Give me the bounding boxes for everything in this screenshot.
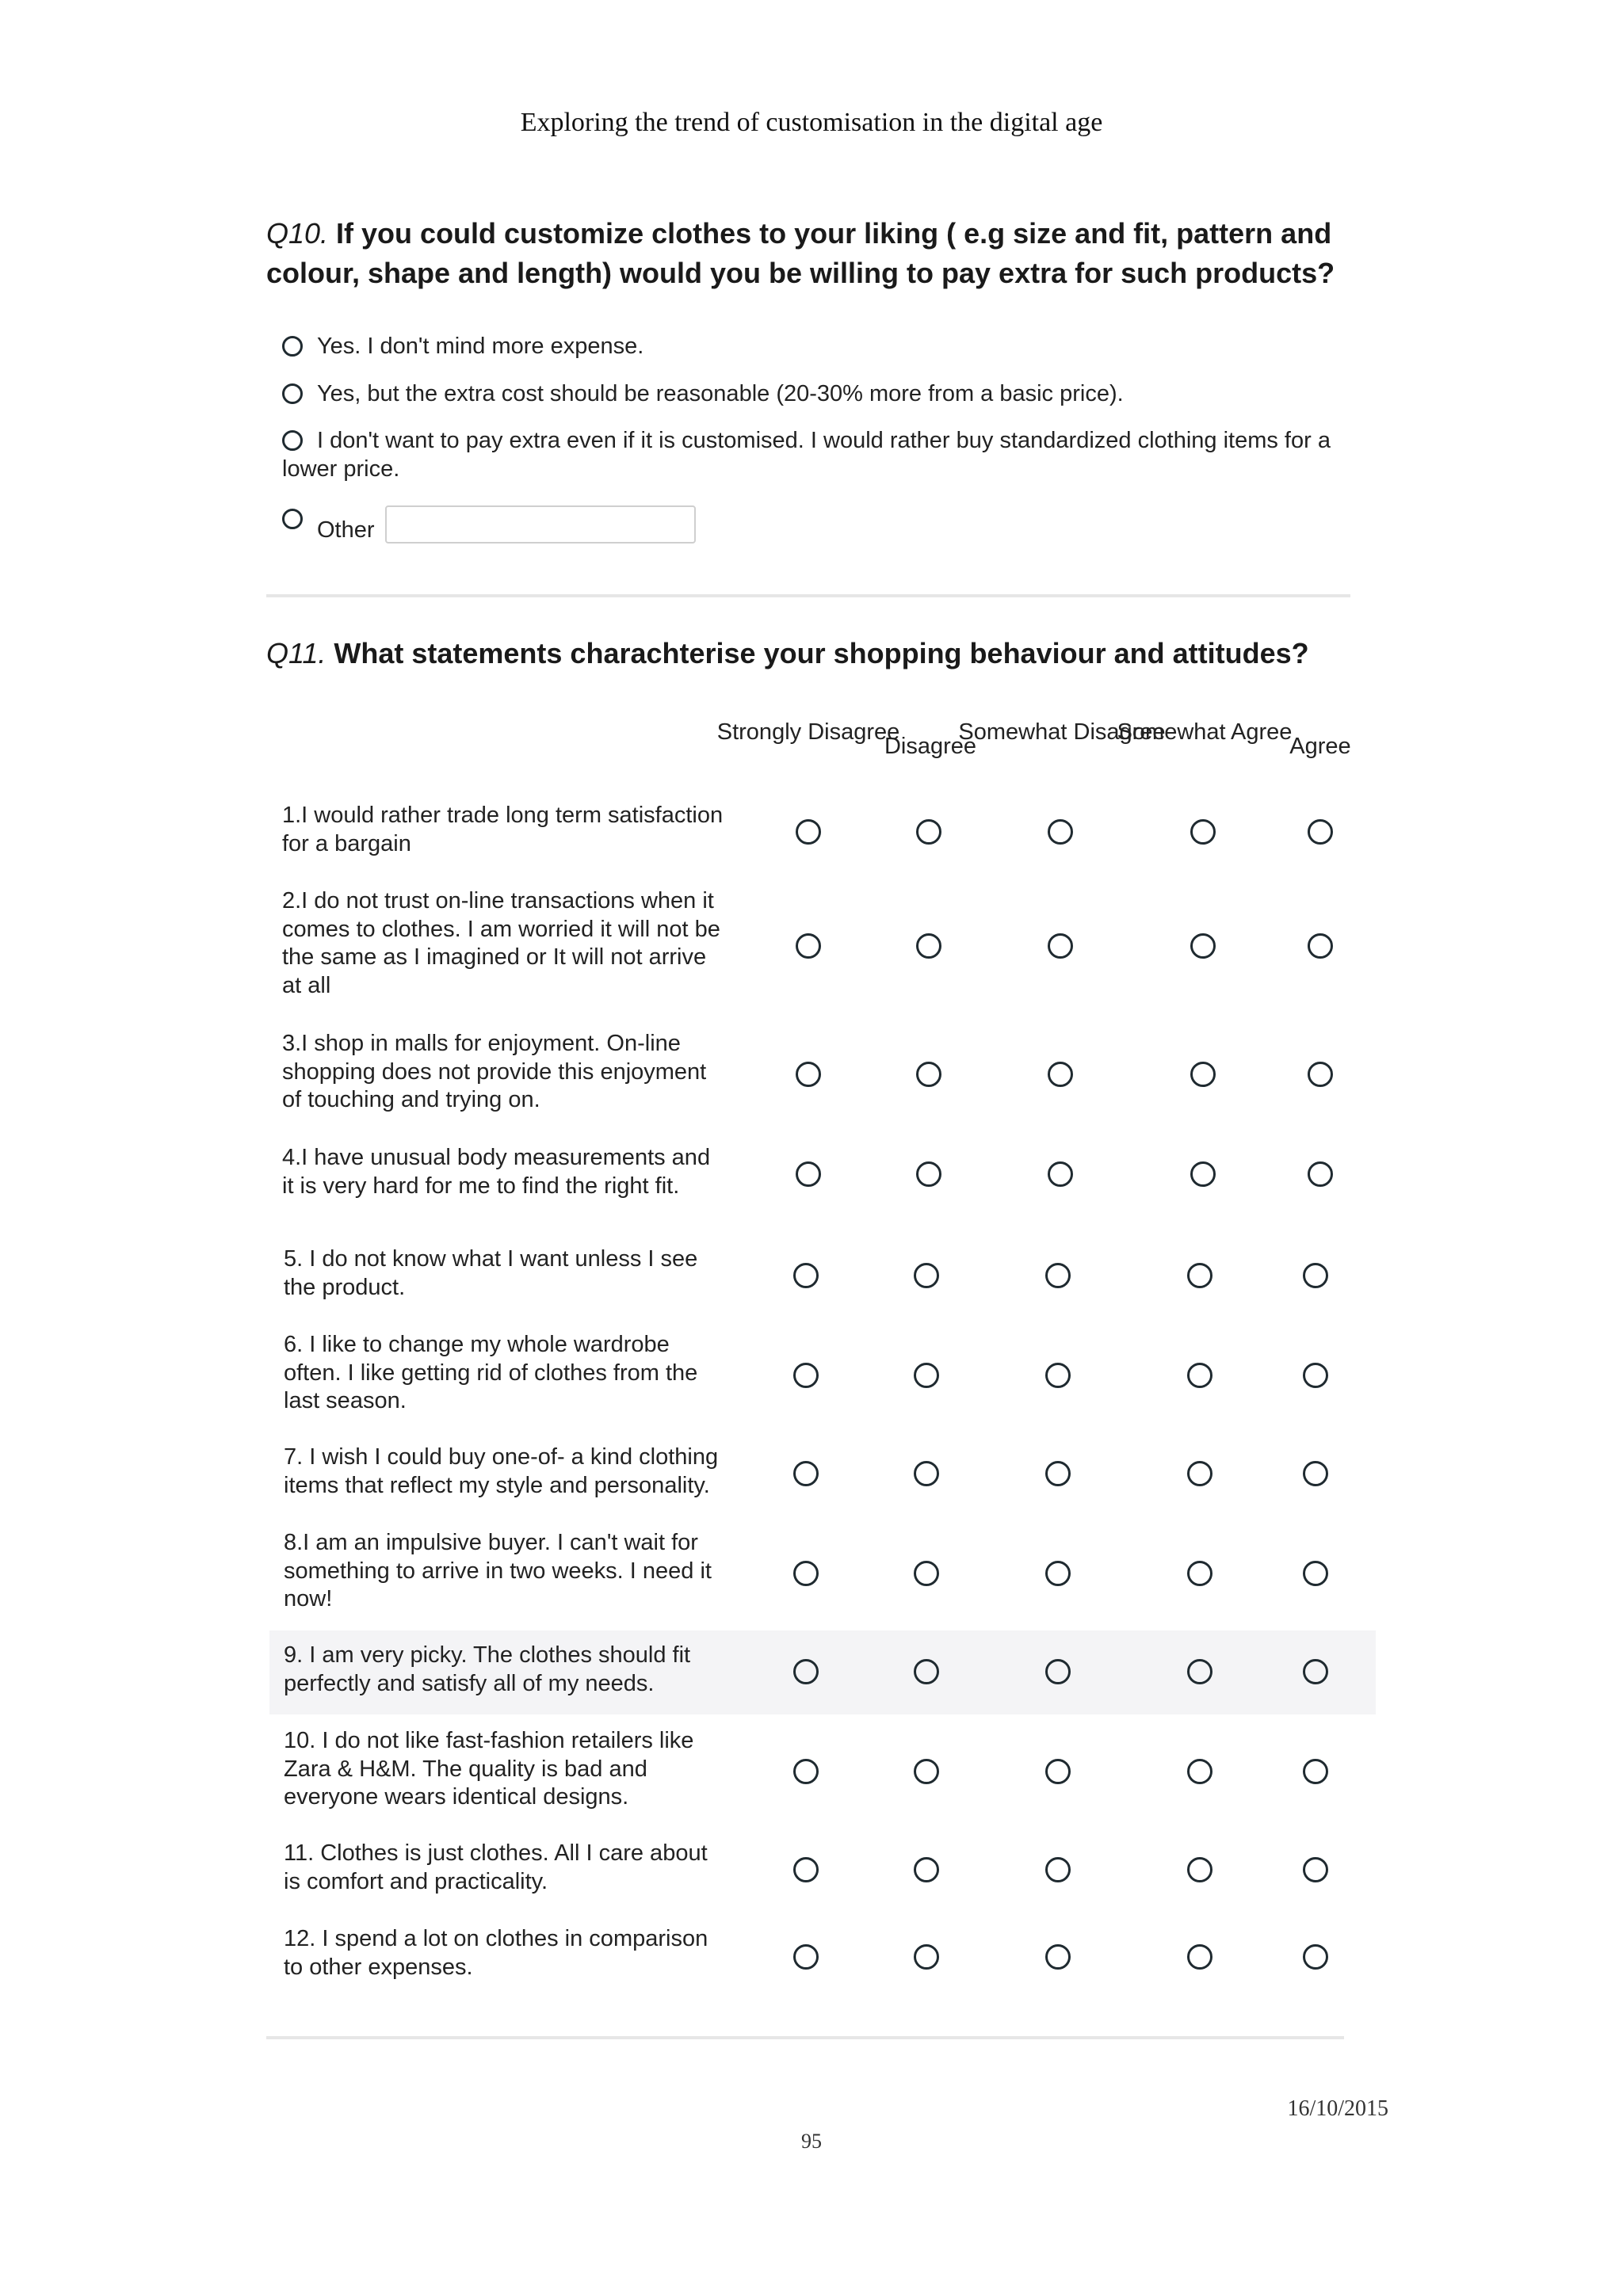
column-header-agree: Agree: [1289, 734, 1351, 759]
page-header-title: Exploring the trend of customisation in the digital age: [520, 108, 1103, 137]
radio-row-4-col-2[interactable]: [916, 1161, 941, 1187]
statement-row-9: 9. I am very picky. The clothes should fit perfectly and satisfy all of my needs.: [284, 1642, 691, 1696]
q10-option-other-label: Other: [317, 517, 375, 543]
q10-option-1-label: Yes. I don't mind more expense.: [317, 334, 644, 359]
radio-row-6-col-2[interactable]: [914, 1363, 939, 1388]
radio-row-5-col-3[interactable]: [1045, 1263, 1071, 1288]
radio-button[interactable]: [282, 430, 303, 451]
radio-row-12-col-3[interactable]: [1045, 1944, 1071, 1970]
q10-option-1[interactable]: [282, 332, 1336, 360]
footer-date: 16/10/2015: [1287, 2096, 1388, 2121]
radio-row-1-col-4[interactable]: [1190, 819, 1216, 845]
radio-row-7-col-5[interactable]: [1303, 1461, 1328, 1486]
statement-row-4: 4.I have unusual body measurements and it is very hard for me to find the right fit.: [282, 1145, 711, 1199]
column-header-somewhat-disagree: Somewhat Disagree: [958, 719, 1166, 745]
radio-row-7-col-1[interactable]: [793, 1461, 819, 1486]
q10-question: [266, 214, 1360, 293]
page-number: 95: [801, 2130, 822, 2153]
radio-row-1-col-3[interactable]: [1048, 819, 1073, 845]
radio-row-7-col-3[interactable]: [1045, 1461, 1071, 1486]
radio-row-8-col-3[interactable]: [1045, 1561, 1071, 1586]
statement-row-5: 5. I do not know what I want unless I see the product.: [284, 1246, 698, 1300]
radio-row-3-col-4[interactable]: [1190, 1062, 1216, 1087]
radio-row-7-col-4[interactable]: [1187, 1461, 1212, 1486]
radio-row-11-col-2[interactable]: [914, 1857, 939, 1882]
radio-row-3-col-5[interactable]: [1308, 1062, 1333, 1087]
q11-number: Q11.: [266, 637, 327, 669]
radio-row-2-col-1[interactable]: [796, 933, 821, 959]
radio-row-6-col-3[interactable]: [1045, 1363, 1071, 1388]
radio-row-1-col-1[interactable]: [796, 819, 821, 845]
radio-row-1-col-5[interactable]: [1308, 819, 1333, 845]
radio-row-12-col-2[interactable]: [914, 1944, 939, 1970]
radio-row-12-col-4[interactable]: [1187, 1944, 1212, 1970]
q10-number: Q10.: [266, 217, 329, 250]
radio-row-2-col-4[interactable]: [1190, 933, 1216, 959]
radio-row-9-col-2[interactable]: [914, 1659, 939, 1684]
statement-row-12: 12. I spend a lot on clothes in comparison to other expenses.: [284, 1926, 708, 1980]
radio-row-4-col-1[interactable]: [796, 1161, 821, 1187]
radio-row-3-col-3[interactable]: [1048, 1062, 1073, 1087]
q10-option-3-label: I don't want to pay extra even if it is customised. I would rather buy standardized clothing items for a lower price.: [282, 428, 1331, 482]
radio-row-6-col-1[interactable]: [793, 1363, 819, 1388]
column-header-disagree: Disagree: [884, 734, 977, 759]
statement-row-10: 10. I do not like fast-fashion retailers like Zara & H&M. The quality is bad and everyone wears identical designs.: [284, 1728, 694, 1810]
radio-row-6-col-4[interactable]: [1187, 1363, 1212, 1388]
radio-row-7-col-2[interactable]: [914, 1461, 939, 1486]
q10-text: If you could customize clothes to your liking ( e.g size and fit, pattern and colour, shape and length) would you be willing to pay extra for such products?: [266, 217, 1335, 289]
radio-row-4-col-5[interactable]: [1308, 1161, 1333, 1187]
statement-row-2: 2.I do not trust on-line transactions when it comes to clothes. I am worried it will not be the same as I imagined or It will not arrive at all: [282, 888, 720, 998]
statement-row-3: 3.I shop in malls for enjoyment. On-line shopping does not provide this enjoyment of touching and trying on.: [282, 1031, 707, 1112]
radio-row-2-col-2[interactable]: [916, 933, 941, 959]
q11-question: [266, 634, 1360, 673]
radio-row-10-col-2[interactable]: [914, 1759, 939, 1784]
radio-row-1-col-2[interactable]: [916, 819, 941, 845]
radio-row-8-col-1[interactable]: [793, 1561, 819, 1586]
section-divider: [266, 594, 1350, 597]
radio-row-11-col-3[interactable]: [1045, 1857, 1071, 1882]
q10-other-input[interactable]: [385, 505, 696, 543]
radio-row-11-col-4[interactable]: [1187, 1857, 1212, 1882]
radio-row-9-col-5[interactable]: [1303, 1659, 1328, 1684]
radio-row-8-col-5[interactable]: [1303, 1561, 1328, 1586]
radio-row-5-col-1[interactable]: [793, 1263, 819, 1288]
q10-option-2-label: Yes, but the extra cost should be reasonable (20-30% more from a basic price).: [317, 381, 1124, 406]
radio-row-5-col-5[interactable]: [1303, 1263, 1328, 1288]
radio-row-10-col-1[interactable]: [793, 1759, 819, 1784]
radio-row-8-col-4[interactable]: [1187, 1561, 1212, 1586]
radio-row-12-col-1[interactable]: [793, 1944, 819, 1970]
q10-option-3[interactable]: [282, 426, 1336, 483]
radio-row-9-col-3[interactable]: [1045, 1659, 1071, 1684]
radio-row-2-col-3[interactable]: [1048, 933, 1073, 959]
statement-row-1: 1.I would rather trade long term satisfaction for a bargain: [282, 803, 724, 856]
section-divider: [266, 2036, 1344, 2039]
radio-button[interactable]: [282, 336, 303, 357]
column-header-somewhat-agree: Somewhat Agree: [1117, 719, 1293, 745]
statement-row-7: 7. I wish I could buy one-of- a kind clothing items that reflect my style and personality.: [284, 1444, 719, 1498]
q10-option-2[interactable]: [282, 379, 1336, 408]
radio-row-3-col-2[interactable]: [916, 1062, 941, 1087]
radio-row-11-col-5[interactable]: [1303, 1857, 1328, 1882]
statement-row-11: 11. Clothes is just clothes. All I care about is comfort and practicality.: [284, 1840, 708, 1894]
radio-button[interactable]: [282, 509, 303, 529]
radio-row-9-col-4[interactable]: [1187, 1659, 1212, 1684]
q11-text: What statements charachterise your shopping behaviour and attitudes?: [334, 637, 1309, 669]
radio-row-11-col-1[interactable]: [793, 1857, 819, 1882]
radio-row-10-col-3[interactable]: [1045, 1759, 1071, 1784]
statement-row-6: 6. I like to change my whole wardrobe often. I like getting rid of clothes from the last season.: [284, 1332, 698, 1413]
radio-row-4-col-3[interactable]: [1048, 1161, 1073, 1187]
radio-row-8-col-2[interactable]: [914, 1561, 939, 1586]
radio-row-6-col-5[interactable]: [1303, 1363, 1328, 1388]
radio-row-10-col-4[interactable]: [1187, 1759, 1212, 1784]
radio-row-5-col-2[interactable]: [914, 1263, 939, 1288]
radio-row-5-col-4[interactable]: [1187, 1263, 1212, 1288]
radio-row-9-col-1[interactable]: [793, 1659, 819, 1684]
radio-button[interactable]: [282, 383, 303, 404]
radio-row-3-col-1[interactable]: [796, 1062, 821, 1087]
column-header-strongly-disagree: Strongly Disagree: [716, 719, 900, 745]
statement-row-8: 8.I am an impulsive buyer. I can't wait for something to arrive in two weeks. I need it now!: [284, 1530, 712, 1611]
radio-row-4-col-4[interactable]: [1190, 1161, 1216, 1187]
radio-row-12-col-5[interactable]: [1303, 1944, 1328, 1970]
radio-row-2-col-5[interactable]: [1308, 933, 1333, 959]
radio-row-10-col-5[interactable]: [1303, 1759, 1328, 1784]
